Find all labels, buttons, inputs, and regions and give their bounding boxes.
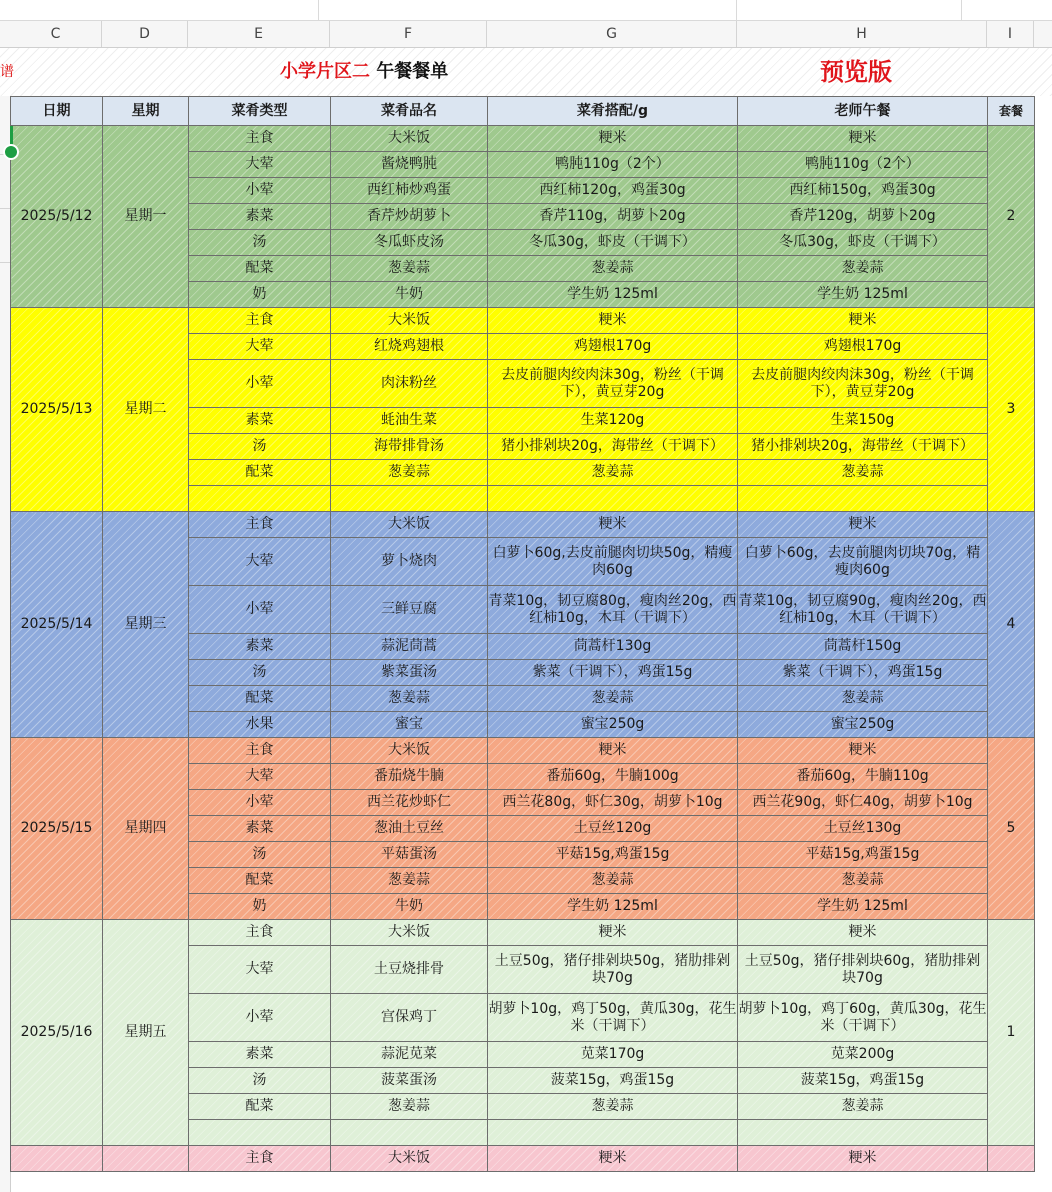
ingredients-cell[interactable]: 鸡翅根170g — [488, 334, 738, 360]
teacher-lunch-cell[interactable]: 猪小排剁块20g，海带丝（干调下） — [738, 434, 988, 460]
teacher-lunch-cell[interactable]: 葱姜蒜 — [738, 686, 988, 712]
dish-name-cell[interactable]: 葱姜蒜 — [331, 686, 488, 712]
date-cell[interactable]: 2025/5/15 — [11, 738, 103, 920]
date-cell[interactable]: 2025/5/14 — [11, 512, 103, 738]
column-header-g[interactable]: G — [487, 21, 737, 47]
set-meal-cell[interactable] — [988, 1146, 1035, 1172]
ingredients-cell[interactable]: 茼蒿杆130g — [488, 634, 738, 660]
teacher-lunch-cell[interactable]: 粳米 — [738, 1146, 988, 1172]
date-cell[interactable] — [11, 1146, 103, 1172]
dish-type-cell[interactable]: 汤 — [189, 660, 331, 686]
ingredients-cell[interactable]: 葱姜蒜 — [488, 256, 738, 282]
dish-name-cell[interactable]: 葱油土豆丝 — [331, 816, 488, 842]
teacher-lunch-cell[interactable]: 菠菜15g，鸡蛋15g — [738, 1068, 988, 1094]
dish-type-cell[interactable]: 大荤 — [189, 764, 331, 790]
gutter-line — [0, 262, 10, 263]
strip-segment — [0, 0, 319, 20]
dish-name-cell[interactable]: 土豆烧排骨 — [331, 946, 488, 994]
dish-type-cell[interactable]: 汤 — [189, 230, 331, 256]
dish-type-cell[interactable]: 主食 — [189, 920, 331, 946]
ingredients-cell[interactable]: 去皮前腿肉绞肉沫30g，粉丝（干调下），黄豆芽20g — [488, 360, 738, 408]
ingredients-cell[interactable] — [488, 1120, 738, 1146]
teacher-lunch-cell[interactable]: 西兰花90g，虾仁40g，胡萝卜10g — [738, 790, 988, 816]
teacher-lunch-cell[interactable]: 葱姜蒜 — [738, 868, 988, 894]
dish-type-cell[interactable]: 奶 — [189, 282, 331, 308]
preview-badge[interactable]: 预览版 — [820, 58, 892, 86]
teacher-lunch-cell[interactable]: 粳米 — [738, 308, 988, 334]
dish-type-cell[interactable]: 素菜 — [189, 816, 331, 842]
ingredients-cell[interactable]: 土豆50g，猪仔排剁块50g，猪肋排剁块70g — [488, 946, 738, 994]
dish-type-cell[interactable]: 汤 — [189, 1068, 331, 1094]
ingredients-cell[interactable]: 生菜120g — [488, 408, 738, 434]
dish-type-cell[interactable]: 大荤 — [189, 946, 331, 994]
dish-type-cell[interactable]: 小荤 — [189, 586, 331, 634]
teacher-lunch-cell[interactable]: 粳米 — [738, 738, 988, 764]
teacher-lunch-cell[interactable]: 学生奶 125ml — [738, 894, 988, 920]
teacher-lunch-cell[interactable]: 粳米 — [738, 126, 988, 152]
top-strip — [0, 0, 1052, 21]
column-header-c[interactable]: C — [10, 21, 102, 47]
ingredients-cell[interactable]: 粳米 — [488, 1146, 738, 1172]
ingredients-cell[interactable]: 西兰花80g，虾仁30g，胡萝卜10g — [488, 790, 738, 816]
dish-type-cell[interactable]: 配菜 — [189, 256, 331, 282]
dish-name-cell[interactable]: 宫保鸡丁 — [331, 994, 488, 1042]
header-set-meal[interactable]: 套餐 — [988, 97, 1035, 126]
teacher-lunch-cell[interactable]: 葱姜蒜 — [738, 460, 988, 486]
dish-type-cell[interactable]: 主食 — [189, 738, 331, 764]
ingredients-cell[interactable]: 冬瓜30g，虾皮（干调下） — [488, 230, 738, 256]
dish-name-cell[interactable]: 萝卜烧肉 — [331, 538, 488, 586]
dish-type-cell[interactable]: 素菜 — [189, 204, 331, 230]
dish-name-cell[interactable]: 大米饭 — [331, 126, 488, 152]
table-row — [11, 126, 1035, 152]
teacher-lunch-cell[interactable]: 粳米 — [738, 512, 988, 538]
teacher-lunch-cell[interactable]: 粳米 — [738, 920, 988, 946]
dish-name-cell[interactable]: 平菇蛋汤 — [331, 842, 488, 868]
dish-name-cell[interactable]: 葱姜蒜 — [331, 1094, 488, 1120]
header-dish-name[interactable]: 菜肴品名 — [331, 97, 488, 126]
ingredients-cell[interactable]: 葱姜蒜 — [488, 686, 738, 712]
ingredients-cell[interactable]: 西红柿120g，鸡蛋30g — [488, 178, 738, 204]
dish-name-cell[interactable]: 大米饭 — [331, 1146, 488, 1172]
dish-name-cell[interactable]: 西红柿炒鸡蛋 — [331, 178, 488, 204]
dish-name-cell[interactable]: 大米饭 — [331, 738, 488, 764]
dish-name-cell[interactable]: 葱姜蒜 — [331, 256, 488, 282]
table-row — [11, 1146, 1035, 1172]
dish-type-cell[interactable] — [189, 1120, 331, 1146]
dish-name-cell[interactable]: 菠菜蛋汤 — [331, 1068, 488, 1094]
weekday-cell[interactable]: 星期五 — [103, 920, 189, 1146]
dish-name-cell[interactable]: 三鲜豆腐 — [331, 586, 488, 634]
column-header-bar — [0, 21, 1052, 48]
ingredients-cell[interactable]: 葱姜蒜 — [488, 460, 738, 486]
ingredients-cell[interactable]: 白萝卜60g,去皮前腿肉切块50g，精瘦肉60g — [488, 538, 738, 586]
set-meal-cell[interactable]: 5 — [988, 738, 1035, 920]
dish-name-cell[interactable]: 海带排骨汤 — [331, 434, 488, 460]
dish-type-cell[interactable]: 配菜 — [189, 460, 331, 486]
ingredients-cell[interactable]: 粳米 — [488, 126, 738, 152]
dish-name-cell[interactable]: 葱姜蒜 — [331, 868, 488, 894]
teacher-lunch-cell[interactable]: 鸡翅根170g — [738, 334, 988, 360]
teacher-lunch-cell[interactable]: 白萝卜60g，去皮前腿肉切块70g，精瘦肉60g — [738, 538, 988, 586]
dish-name-cell[interactable] — [331, 486, 488, 512]
teacher-lunch-cell[interactable]: 土豆丝130g — [738, 816, 988, 842]
gutter-line — [0, 208, 10, 209]
dish-type-cell[interactable]: 素菜 — [189, 1042, 331, 1068]
dish-name-cell[interactable]: 蒜泥苋菜 — [331, 1042, 488, 1068]
dish-name-cell[interactable]: 酱烧鸭肫 — [331, 152, 488, 178]
column-header-i[interactable]: I — [987, 21, 1034, 47]
ingredients-cell[interactable]: 粳米 — [488, 512, 738, 538]
ingredients-cell[interactable]: 学生奶 125ml — [488, 282, 738, 308]
weekday-cell[interactable]: 星期三 — [103, 512, 189, 738]
table-header-row — [11, 97, 1035, 126]
teacher-lunch-cell[interactable]: 苋菜200g — [738, 1042, 988, 1068]
menu-name: 午餐餐单 — [376, 61, 449, 82]
teacher-lunch-cell[interactable]: 平菇15g,鸡蛋15g — [738, 842, 988, 868]
ingredients-cell[interactable]: 胡萝卜10g，鸡丁50g，黄瓜30g，花生米（干调下） — [488, 994, 738, 1042]
dish-type-cell[interactable]: 汤 — [189, 434, 331, 460]
set-meal-cell[interactable]: 3 — [988, 308, 1035, 512]
column-header-d[interactable]: D — [102, 21, 188, 47]
teacher-lunch-cell[interactable]: 葱姜蒜 — [738, 256, 988, 282]
date-cell[interactable]: 2025/5/12 — [11, 126, 103, 308]
dish-type-cell[interactable]: 配菜 — [189, 868, 331, 894]
set-meal-cell[interactable]: 1 — [988, 920, 1035, 1146]
table-row — [11, 920, 1035, 946]
dish-type-cell[interactable]: 配菜 — [189, 686, 331, 712]
teacher-lunch-cell[interactable]: 蜜宝250g — [738, 712, 988, 738]
column-header-f[interactable]: F — [330, 21, 487, 47]
dish-type-cell[interactable]: 主食 — [189, 1146, 331, 1172]
district-name: 小学片区二 — [280, 61, 370, 82]
teacher-lunch-cell[interactable]: 西红柿150g，鸡蛋30g — [738, 178, 988, 204]
teacher-lunch-cell[interactable]: 学生奶 125ml — [738, 282, 988, 308]
teacher-lunch-cell[interactable] — [738, 486, 988, 512]
column-header-e[interactable]: E — [188, 21, 330, 47]
dish-name-cell[interactable]: 蒜泥茼蒿 — [331, 634, 488, 660]
ingredients-cell[interactable]: 菠菜15g，鸡蛋15g — [488, 1068, 738, 1094]
ingredients-cell[interactable]: 苋菜170g — [488, 1042, 738, 1068]
teacher-lunch-cell[interactable]: 青菜10g，韧豆腐90g，瘦肉丝20g，西红柿10g，木耳（干调下） — [738, 586, 988, 634]
dish-name-cell[interactable]: 牛奶 — [331, 894, 488, 920]
dish-name-cell[interactable]: 紫菜蛋汤 — [331, 660, 488, 686]
ingredients-cell[interactable]: 粳米 — [488, 738, 738, 764]
weekday-cell[interactable]: 星期二 — [103, 308, 189, 512]
dish-type-cell[interactable]: 素菜 — [189, 634, 331, 660]
teacher-lunch-cell[interactable]: 香芹120g，胡萝卜20g — [738, 204, 988, 230]
page-title[interactable] — [280, 48, 448, 96]
dish-type-cell[interactable]: 小荤 — [189, 994, 331, 1042]
dish-type-cell[interactable]: 奶 — [189, 894, 331, 920]
date-cell[interactable]: 2025/5/16 — [11, 920, 103, 1146]
teacher-lunch-cell[interactable] — [738, 1120, 988, 1146]
cut-off-cell-text: 谱 — [0, 64, 14, 80]
table-row — [11, 308, 1035, 334]
weekday-cell[interactable]: 星期一 — [103, 126, 189, 308]
weekday-cell[interactable]: 星期四 — [103, 738, 189, 920]
dish-type-cell[interactable]: 配菜 — [189, 1094, 331, 1120]
ingredients-cell[interactable]: 学生奶 125ml — [488, 894, 738, 920]
column-header-h[interactable]: H — [737, 21, 987, 47]
dish-type-cell[interactable]: 小荤 — [189, 178, 331, 204]
menu-table — [10, 96, 1035, 1172]
teacher-lunch-cell[interactable]: 胡萝卜10g，鸡丁60g，黄瓜30g，花生米（干调下） — [738, 994, 988, 1042]
ingredients-cell[interactable]: 蜜宝250g — [488, 712, 738, 738]
ingredients-cell[interactable]: 鸭肫110g（2个） — [488, 152, 738, 178]
dish-type-cell[interactable]: 汤 — [189, 842, 331, 868]
ingredients-cell[interactable]: 青菜10g，韧豆腐80g，瘦肉丝20g，西红柿10g，木耳（干调下） — [488, 586, 738, 634]
strip-segment — [318, 0, 737, 20]
ingredients-cell[interactable]: 香芹110g，胡萝卜20g — [488, 204, 738, 230]
strip-segment — [736, 0, 962, 20]
dish-type-cell[interactable]: 小荤 — [189, 360, 331, 408]
dish-name-cell[interactable]: 肉沫粉丝 — [331, 360, 488, 408]
ingredients-cell[interactable]: 粳米 — [488, 920, 738, 946]
teacher-lunch-cell[interactable]: 鸭肫110g（2个） — [738, 152, 988, 178]
dish-name-cell[interactable]: 香芹炒胡萝卜 — [331, 204, 488, 230]
header-teacher-lunch[interactable]: 老师午餐 — [738, 97, 988, 126]
ingredients-cell[interactable]: 葱姜蒜 — [488, 868, 738, 894]
header-ingredients[interactable]: 菜肴搭配/g — [488, 97, 738, 126]
dish-name-cell[interactable]: 蚝油生菜 — [331, 408, 488, 434]
dish-name-cell[interactable]: 大米饭 — [331, 308, 488, 334]
ingredients-cell[interactable] — [488, 486, 738, 512]
dish-type-cell[interactable]: 素菜 — [189, 408, 331, 434]
dish-name-cell[interactable]: 大米饭 — [331, 920, 488, 946]
teacher-lunch-cell[interactable]: 番茄60g，牛腩110g — [738, 764, 988, 790]
teacher-lunch-cell[interactable]: 冬瓜30g，虾皮（干调下） — [738, 230, 988, 256]
dish-type-cell[interactable]: 主食 — [189, 512, 331, 538]
ingredients-cell[interactable]: 葱姜蒜 — [488, 1094, 738, 1120]
table-row — [11, 738, 1035, 764]
teacher-lunch-cell[interactable]: 葱姜蒜 — [738, 1094, 988, 1120]
dish-name-cell[interactable]: 蜜宝 — [331, 712, 488, 738]
header-weekday[interactable]: 星期 — [103, 97, 189, 126]
set-meal-cell[interactable]: 2 — [988, 126, 1035, 308]
ingredients-cell[interactable]: 紫菜（干调下），鸡蛋15g — [488, 660, 738, 686]
set-meal-cell[interactable]: 4 — [988, 512, 1035, 738]
date-cell[interactable]: 2025/5/13 — [11, 308, 103, 512]
dish-name-cell[interactable]: 冬瓜虾皮汤 — [331, 230, 488, 256]
teacher-lunch-cell[interactable]: 茼蒿杆150g — [738, 634, 988, 660]
header-date[interactable]: 日期 — [11, 97, 103, 126]
teacher-lunch-cell[interactable]: 生菜150g — [738, 408, 988, 434]
dish-name-cell[interactable]: 牛奶 — [331, 282, 488, 308]
dish-type-cell[interactable]: 大荤 — [189, 334, 331, 360]
title-row — [0, 48, 1052, 97]
dish-type-cell[interactable]: 大荤 — [189, 152, 331, 178]
dish-name-cell[interactable]: 大米饭 — [331, 512, 488, 538]
table-row — [11, 512, 1035, 538]
dish-name-cell[interactable]: 葱姜蒜 — [331, 460, 488, 486]
teacher-lunch-cell[interactable]: 去皮前腿肉绞肉沫30g，粉丝（干调下），黄豆芽20g — [738, 360, 988, 408]
ingredients-cell[interactable]: 粳米 — [488, 308, 738, 334]
ingredients-cell[interactable]: 猪小排剁块20g，海带丝（干调下） — [488, 434, 738, 460]
dish-name-cell[interactable]: 番茄烧牛腩 — [331, 764, 488, 790]
teacher-lunch-cell[interactable]: 紫菜（干调下），鸡蛋15g — [738, 660, 988, 686]
header-dish-type[interactable]: 菜肴类型 — [189, 97, 331, 126]
dish-type-cell[interactable]: 主食 — [189, 308, 331, 334]
ingredients-cell[interactable]: 土豆丝120g — [488, 816, 738, 842]
dish-type-cell[interactable]: 大荤 — [189, 538, 331, 586]
right-margin — [1034, 96, 1052, 1192]
dish-type-cell[interactable]: 小荤 — [189, 790, 331, 816]
ingredients-cell[interactable]: 番茄60g，牛腩100g — [488, 764, 738, 790]
dish-name-cell[interactable]: 红烧鸡翅根 — [331, 334, 488, 360]
selection-handle[interactable] — [3, 144, 19, 160]
weekday-cell[interactable] — [103, 1146, 189, 1172]
teacher-lunch-cell[interactable]: 土豆50g，猪仔排剁块60g，猪肋排剁块70g — [738, 946, 988, 994]
dish-name-cell[interactable] — [331, 1120, 488, 1146]
dish-type-cell[interactable]: 水果 — [189, 712, 331, 738]
dish-type-cell[interactable]: 主食 — [189, 126, 331, 152]
dish-type-cell[interactable] — [189, 486, 331, 512]
dish-name-cell[interactable]: 西兰花炒虾仁 — [331, 790, 488, 816]
ingredients-cell[interactable]: 平菇15g,鸡蛋15g — [488, 842, 738, 868]
